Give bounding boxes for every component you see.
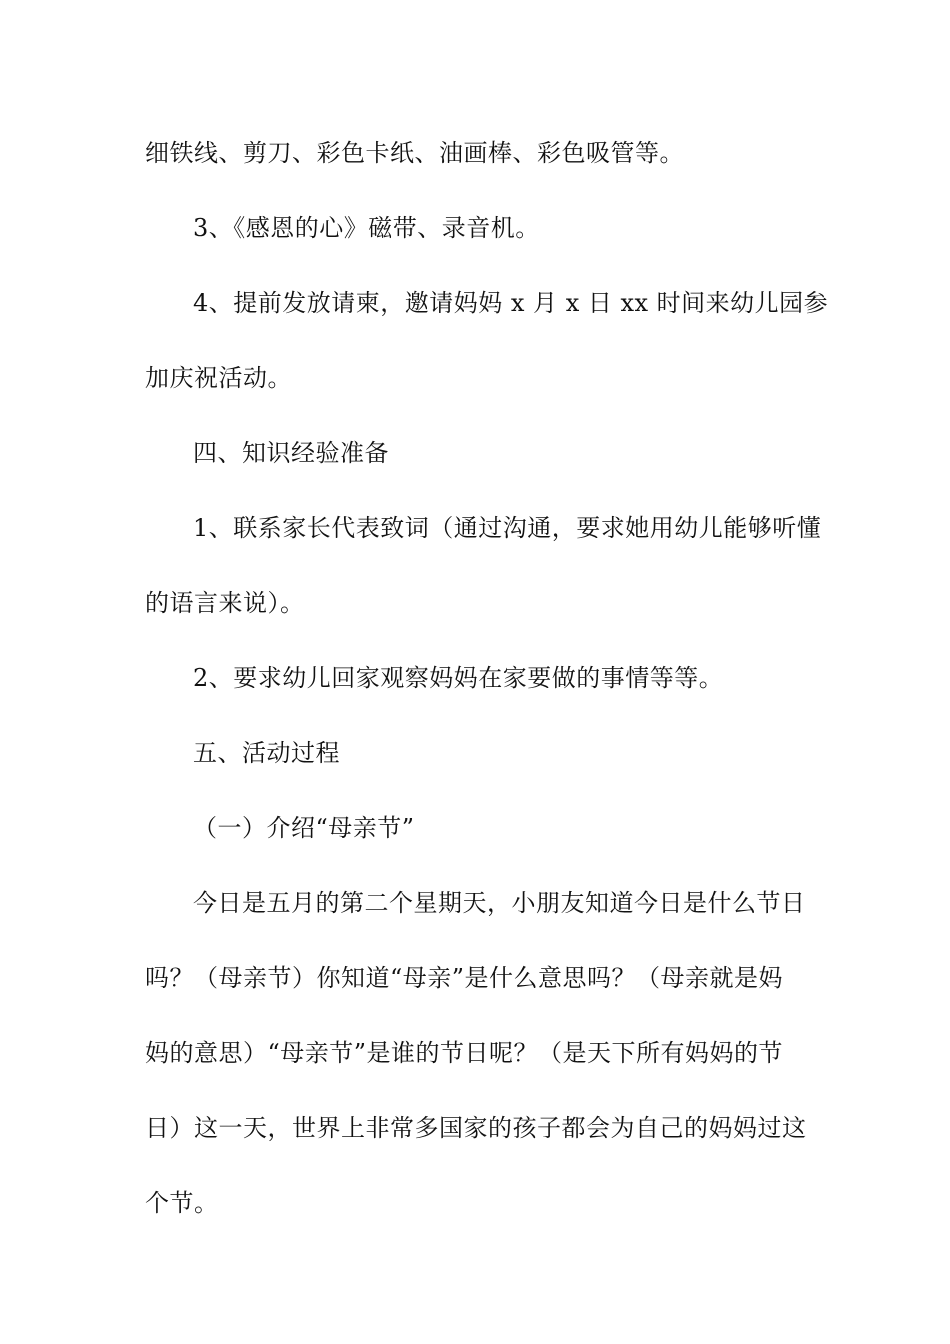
text-line-paragraph-4: 日）这一天，世界上非常多国家的孩子都会为自己的妈妈过这 (145, 1114, 807, 1142)
text-line-item-4: 4、提前发放请柬，邀请妈妈 x 月 x 日 xx 时间来幼儿园参 (193, 289, 829, 317)
text-line-materials-cont: 细铁线、剪刀、彩色卡纸、油画棒、彩色吸管等。 (145, 139, 684, 167)
text-line-paragraph-1: 今日是五月的第二个星期天，小朋友知道今日是什么节日 (193, 889, 806, 917)
text-line-item-3: 3、《感恩的心》磁带、录音机。 (193, 214, 540, 242)
text-line-paragraph-3: 妈的意思）“母亲节”是谁的节日呢？（是天下所有妈妈的节 (145, 1039, 784, 1067)
text-line-knowledge-1: 1、联系家长代表致词（通过沟通，要求她用幼儿能够听懂 (193, 514, 822, 542)
section-heading-knowledge: 四、知识经验准备 (193, 439, 389, 467)
text-line-knowledge-1-cont: 的语言来说）。 (145, 589, 305, 617)
text-line-knowledge-2: 2、要求幼儿回家观察妈妈在家要做的事情等等。 (193, 664, 724, 692)
subsection-heading-intro: （一）介绍“母亲节” (193, 814, 415, 842)
text-line-item-4-cont: 加庆祝活动。 (145, 364, 292, 392)
section-heading-process: 五、活动过程 (193, 739, 340, 767)
text-line-paragraph-2: 吗？（母亲节）你知道“母亲”是什么意思吗？（母亲就是妈 (145, 964, 784, 992)
text-line-paragraph-5: 个节。 (145, 1189, 219, 1217)
